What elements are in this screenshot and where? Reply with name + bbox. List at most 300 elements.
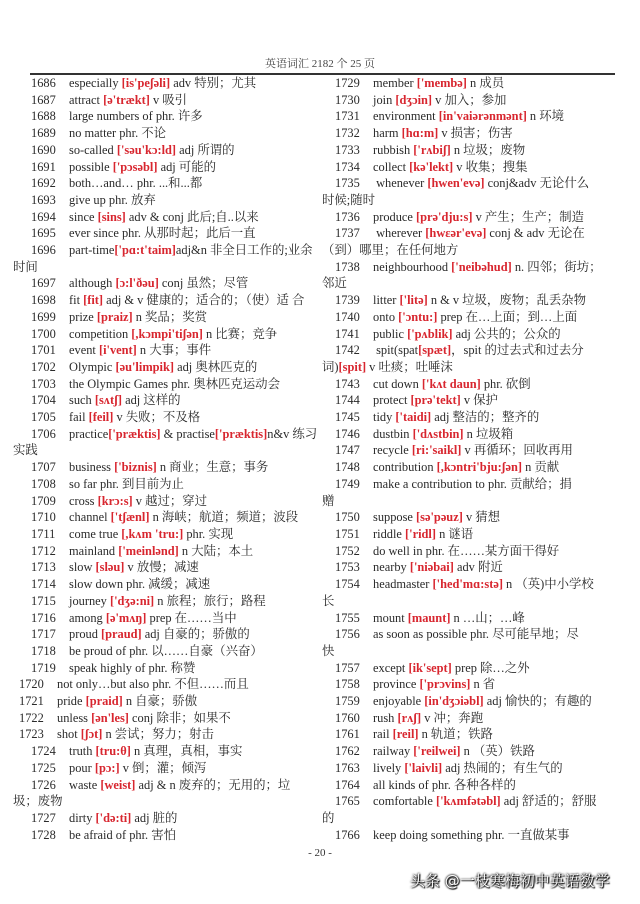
entry-word: cut down [373,376,422,391]
entry-word: competition [69,326,132,341]
entry-definition: v 猜想 [462,510,501,525]
entry-number: 1747 [335,443,360,458]
page-number: - 20 - [308,847,332,859]
entry-definition: v 保护 [460,393,498,408]
vocab-entry [335,793,631,810]
entry-definition: adj 舒适的；舒服 [500,794,597,809]
entry-number: 1750 [335,510,360,525]
entry-phonetic: [praud] [101,627,142,642]
vocab-entry [335,309,631,326]
entry-word: rush [373,710,398,725]
vocab-entry [335,376,631,393]
vocab-entry [31,392,331,409]
vocab-entry [19,726,331,743]
entry-word: as soon as possible [373,627,471,642]
entry-word: wherever [373,226,426,241]
continuation-tail: v 吐痰；吐唾沫 [366,359,453,374]
entry-definition-alt: n&v 练习 [267,426,318,441]
entry-phonetic: [praid] [85,694,123,709]
entry-definition: n 环境 [526,109,564,124]
entry-number: 1729 [335,76,360,90]
continuation-text: 时间 [13,259,38,274]
entry-definition: phr. 奥林匹克运动会 [171,376,280,391]
entry-word: onto [373,309,399,324]
entry-definition: v 产生；生产；制造 [472,209,584,224]
entry-word: headmaster [373,577,433,592]
entry-phonetic: [sʌtʃ] [94,393,122,408]
entry-definition: n 真理，真相，事实 [130,744,243,759]
entry-definition: prep 在…上面；到…上面 [437,309,578,324]
entry-phonetic-alt: ['præktis] [214,426,268,441]
vocab-entry [31,142,331,159]
entry-definition: n 自豪；骄傲 [122,694,198,709]
entry-definition: v 再循环；回收再用 [461,443,573,458]
entry-number: 1760 [335,710,360,725]
entry-word: comfortable [373,794,436,809]
entry-word: environment [373,109,439,124]
vocab-entry [335,92,631,109]
entry-word: pour [69,760,95,775]
vocab-entry [335,159,631,176]
entry-number: 1718 [31,643,56,658]
entry-definition: n 海峡；航道；频道；波段 [149,510,299,525]
entry-number: 1734 [335,159,360,174]
entry-word: speak highly of [69,660,149,675]
entry-number: 1697 [31,276,56,291]
entry-definition: phr. 在……某方面干得好 [425,543,560,558]
entry-definition: n 尝试；努力；射击 [102,727,214,742]
entry-word: proud [69,627,102,642]
entry-word: event [69,343,99,358]
entry-word: although [69,276,116,291]
entry-phonetic: ['tʃænl] [110,510,150,525]
entry-word: prize [69,309,97,324]
entry-word: recycle [373,443,412,458]
entry-continuation [13,442,331,459]
entry-definition: phr. 减缓；减速 [126,577,211,592]
entry-word: produce [373,209,417,224]
continuation-text: 实践 [13,443,38,458]
vocab-entry [335,693,631,710]
entry-number: 1716 [31,610,56,625]
entry-definition: phr. 到目前为止 [99,476,184,491]
vocab-entry [31,459,331,476]
entry-number: 1754 [335,577,360,592]
vocab-entry [335,676,631,693]
entry-definition: n 比赛；竞争 [202,326,278,341]
entry-number: 1746 [335,426,360,441]
entry-number: 1710 [31,510,56,525]
entry-number: 1766 [335,827,360,842]
entry-phonetic: [feil] [88,410,114,425]
entry-word: tidy [373,410,396,425]
entry-phonetic: ['taidi] [395,410,432,425]
vocab-entry [19,676,331,693]
entry-word: mount [373,610,408,625]
entry-phonetic: ['səu'kɔ:ld] [116,142,177,157]
entry-definition: conj 虽然；尽管 [158,276,249,291]
entry-phonetic: [ə'trækt] [103,92,150,107]
entry-definition: phr. ...和...都 [136,176,203,191]
entry-number: 1739 [335,293,360,308]
entry-number: 1764 [335,777,360,792]
entry-number: 1704 [31,393,56,408]
vocab-entry [335,660,631,677]
entry-phonetic: [pɔ:] [94,760,120,775]
entry-definition: v 越过；穿过 [132,493,208,508]
entry-phonetic: ['dʒə:ni] [109,593,155,608]
entry-word: such [69,393,95,408]
entry-number: 1721 [19,694,44,709]
entry-definition: n …山；…峰 [450,610,525,625]
entry-word: practice [69,426,109,441]
vocab-entry [335,442,631,459]
entry-number: 1730 [335,92,360,107]
entry-word: enjoyable [373,694,425,709]
entry-number: 1761 [335,727,360,742]
entry-word: all kinds of [373,777,432,792]
entry-definition: adj 公共的；公众的 [452,326,561,341]
entry-number: 1701 [31,343,56,358]
entry-word: attract [69,92,104,107]
entry-number: 1725 [31,760,56,775]
entry-number: 1735 [335,176,360,191]
vocab-entry [335,760,631,777]
vocab-entry [335,75,631,92]
entry-word: nearby [373,560,410,575]
entry-definition: n & v 垃圾，废物；乱丢杂物 [427,293,587,308]
entry-word: collect [373,159,410,174]
entry-word: contribution [373,460,437,475]
entry-number: 1690 [31,142,56,157]
entry-number: 1712 [31,543,56,558]
entry-phonetic: [fit] [83,293,104,308]
vocab-entry [31,827,331,844]
entry-number: 1743 [335,376,360,391]
vocab-entry [31,559,331,576]
entry-definition: v 倒；灌；倾泻 [119,760,207,775]
entry-continuation [13,793,331,810]
entry-word: neighbourhood [373,259,452,274]
entry-number: 1698 [31,293,56,308]
entry-phonetic: [maunt] [407,610,451,625]
vocab-entry [335,326,631,343]
entry-word: pride [57,694,86,709]
vocab-entry [31,743,331,760]
entry-number: 1720 [19,677,44,692]
entry-number: 1763 [335,760,360,775]
vocab-entry [335,710,631,727]
entry-number: 1748 [335,460,360,475]
entry-word: channel [69,510,111,525]
entry-phonetic: [ri:'saikl] [411,443,462,458]
vocab-entry [335,777,631,794]
entry-number: 1722 [19,710,44,725]
entry-number: 1696 [31,243,56,258]
entry-phonetic: [əu'limpik] [115,359,174,374]
entry-number: 1757 [335,660,360,675]
entry-phonetic: ['neibəhud] [451,259,512,274]
vocab-entry [335,559,631,576]
vocab-entry [335,392,631,409]
entry-number: 1738 [335,259,360,274]
entry-phonetic: ['pɔsəbl] [112,159,158,174]
entry-phonetic: [prə'tekt] [410,393,461,408]
entry-phonetic: [prə'dju:s] [416,209,473,224]
entry-definition: adj 脏的 [131,810,178,825]
vocab-entry [31,242,331,259]
entry-word: both…and… [69,176,137,191]
vocab-column-left [13,75,331,843]
entry-number: 1699 [31,309,56,324]
entry-word: especially [69,76,122,90]
entry-word: slow down [69,577,127,592]
entry-word: make a contribution to [373,476,488,491]
entry-number: 1723 [19,727,44,742]
entry-word: business [69,460,115,475]
vocab-entry [31,526,331,543]
entry-definition: adj 所谓的 [176,142,235,157]
entry-number: 1744 [335,393,360,408]
entry-word: railway [373,744,414,759]
entry-definition: v 失败；不及格 [113,410,201,425]
entry-phonetic: [,kɔmpi'tiʃən] [131,326,203,341]
entry-word: truth [69,744,96,759]
entry-phonetic: ['niəbai] [409,560,454,575]
entry-number: 1705 [31,410,56,425]
entry-definition: conj&adv 无论什么 [484,176,590,191]
entry-number: 1731 [335,109,360,124]
entry-continuation [322,643,631,660]
vocab-entry [335,409,631,426]
entry-definition: v 收集；搜集 [453,159,528,174]
entry-phonetic: ['prɔvins] [419,677,471,692]
entry-word: cross [69,493,98,508]
entry-number: 1686 [31,76,56,90]
entry-word: large numbers of [69,109,156,124]
entry-definition: phr. 不论 [119,126,167,141]
entry-phonetic: [ən'les] [91,710,129,725]
entry-definition: & practise [160,426,215,441]
entry-number: 1700 [31,326,56,341]
entry-continuation [322,242,631,259]
continuation-text: 长 [322,593,335,608]
entry-definition: adj 这样的 [121,393,181,408]
entry-number: 1751 [335,526,360,541]
entry-definition: v 冲；奔跑 [421,710,484,725]
entry-definition: n 大陆；本土 [178,543,254,558]
entry-phonetic: [reil] [392,727,419,742]
entry-definition: phr. 尽可能早地；尽 [470,627,579,642]
vocab-entry [335,426,631,443]
vocab-entry [19,710,331,727]
entry-phonetic: ['membə] [416,76,467,90]
entry-phonetic: ['də:ti] [95,810,132,825]
entry-word: so-called [69,142,117,157]
entry-word: spit(spat [373,343,419,358]
entry-definition: n 省 [470,677,496,692]
entry-number: 1733 [335,142,360,157]
entry-definition: n 垃圾；废物 [450,142,526,157]
entry-word: do well in [373,543,426,558]
entry-definition: adj 奥林匹克的 [174,359,258,374]
entry-word: fit [69,293,84,308]
entry-definition: conj & adv 无论在 [486,226,585,241]
entry-definition: n （英)中小学校 [502,577,594,592]
entry-word: litter [373,293,400,308]
vocab-entry [31,409,331,426]
entry-word: the Olympic Games [69,376,172,391]
entry-definition: adv & conj 此后;自..以来 [125,209,259,224]
entry-definition: adj 可能的 [157,159,216,174]
vocab-entry [335,626,631,643]
entry-definition: adj 自豪的；骄傲的 [141,627,250,642]
continuation-text: 时候;随时 [322,192,376,207]
entry-word: since [69,209,98,224]
entry-phonetic: [hwen'evə] [427,176,485,191]
entry-definition: adj 整洁的；整齐的 [431,410,540,425]
entry-number: 1709 [31,493,56,508]
entry-number: 1745 [335,410,360,425]
continuation-text: 快 [322,643,335,658]
entry-phonetic: ['pɑ:t'taim] [114,243,176,258]
entry-phonetic: [tru:θ] [95,744,131,759]
entry-definition: n 大事；事件 [136,343,212,358]
vocab-entry [31,476,331,493]
vocab-entry [335,476,631,493]
entry-word: dustbin [373,426,413,441]
vocab-entry [31,760,331,777]
entry-number: 1694 [31,209,56,224]
entry-phonetic: [,kʌm 'tru:] [121,526,184,541]
entry-word: member [373,76,417,90]
entry-definition: n 轨道；铁路 [418,727,493,742]
continuation-phonetic: [spit] [338,359,367,374]
vocab-entry [335,209,631,226]
vocab-entry [31,777,331,794]
entry-word: Olympic [69,359,116,374]
entry-phonetic: [in'vaiərənmənt] [438,109,527,124]
entry-word: come true [69,526,122,541]
vocab-entry [335,526,631,543]
vocab-entry [31,342,331,359]
entry-definition: n 贡献 [522,460,560,475]
entry-definition: n 旅程；旅行；路程 [154,593,266,608]
entry-definition: phr. 放弃 [108,192,156,207]
entry-word: among [69,610,106,625]
entry-definition: adj & n 废弃的；无用的；垃 [135,777,291,792]
entry-definition: phr. 实现 [183,526,234,541]
entry-phonetic: [praiz] [96,309,133,324]
vocab-entry [31,543,331,560]
entry-continuation [322,593,631,610]
entry-definition: v 吸引 [149,92,188,107]
entry-number: 1736 [335,209,360,224]
entry-number: 1755 [335,610,360,625]
vocab-entry [335,225,631,242]
entry-word: no matter [69,126,120,141]
vocab-entry [31,192,331,209]
continuation-text: 圾；废物 [13,794,63,809]
vocab-entry [335,509,631,526]
entry-phonetic: [ɔ:l'ðəu] [115,276,159,291]
entry-word: ever since [69,226,122,241]
entry-definition: phr. 称赞 [148,660,196,675]
vocab-entry [335,827,631,844]
entry-definition: n 成员 [466,76,505,90]
entry-definition: phr. 许多 [155,109,203,124]
entry-number: 1714 [31,577,56,592]
entry-definition: n. 四邻；街坊； [511,259,602,274]
vocab-column-right [322,75,631,843]
vocab-entry [31,493,331,510]
continuation-text: （到）哪里；在任何地方 [322,243,459,258]
vocab-entry [31,225,331,242]
entry-number: 1695 [31,226,56,241]
entry-number: 1727 [31,810,56,825]
entry-continuation [322,810,631,827]
entry-definition: adj 愉快的；有趣的 [483,694,592,709]
entry-definition: adv 特别；尤其 [170,76,257,90]
vocab-entry [31,309,331,326]
entry-definition: n 奖品；奖赏 [132,309,207,324]
vocab-entry [335,342,631,359]
vocab-entry [31,108,331,125]
entry-phonetic: ['meinlənd] [118,543,179,558]
vocab-entry [19,693,331,710]
entry-word: except [373,660,409,675]
entry-phonetic: [is'peʃəli] [121,76,171,90]
vocab-entry [335,743,631,760]
entry-phonetic: ['biznis] [114,460,157,475]
entry-word: journey [69,593,110,608]
entry-phonetic: [hɑ:m] [401,126,439,141]
continuation-text: 词) [322,359,339,374]
entry-phonetic: ['reilwei] [413,744,461,759]
entry-definition: n 谜语 [435,526,474,541]
entry-number: 1703 [31,376,56,391]
entry-phonetic: [ə'mʌŋ] [105,610,147,625]
vocab-entry [31,326,331,343]
entry-number: 1707 [31,460,56,475]
entry-definition: n 垃圾箱 [463,426,514,441]
entry-number: 1724 [31,744,56,759]
entry-definition: adj 热闹的；有生气的 [442,760,563,775]
entry-word: keep doing something [373,827,486,842]
entry-word: possible [69,159,113,174]
entry-word: protect [373,393,411,408]
entry-definition: adj & v 健康的；适合的；（使）适 合 [103,293,305,308]
entry-word: fail [69,410,89,425]
entry-definition: adv 附近 [453,560,503,575]
entry-number: 1741 [335,326,360,341]
vocab-entry [31,209,331,226]
entry-number: 1706 [31,426,56,441]
entry-number: 1756 [335,627,360,642]
entry-word: unless [57,710,92,725]
entry-phonetic: [dʒɔin] [395,92,433,107]
entry-number: 1719 [31,660,56,675]
vocab-entry [335,610,631,627]
page-header: 英语词汇 2182 个 25 页 [265,58,375,70]
watermark: 头条 @一枝寒梅初中英语数学 [410,872,610,890]
entry-definition: v 加入；参加 [432,92,507,107]
entry-definition: phr. 从那时起；此后一直 [121,226,256,241]
entry-word: harm [373,126,402,141]
entry-phonetic: [rʌʃ] [397,710,422,725]
entry-phonetic: ['pʌblik] [407,326,453,341]
vocab-entry [335,726,631,743]
